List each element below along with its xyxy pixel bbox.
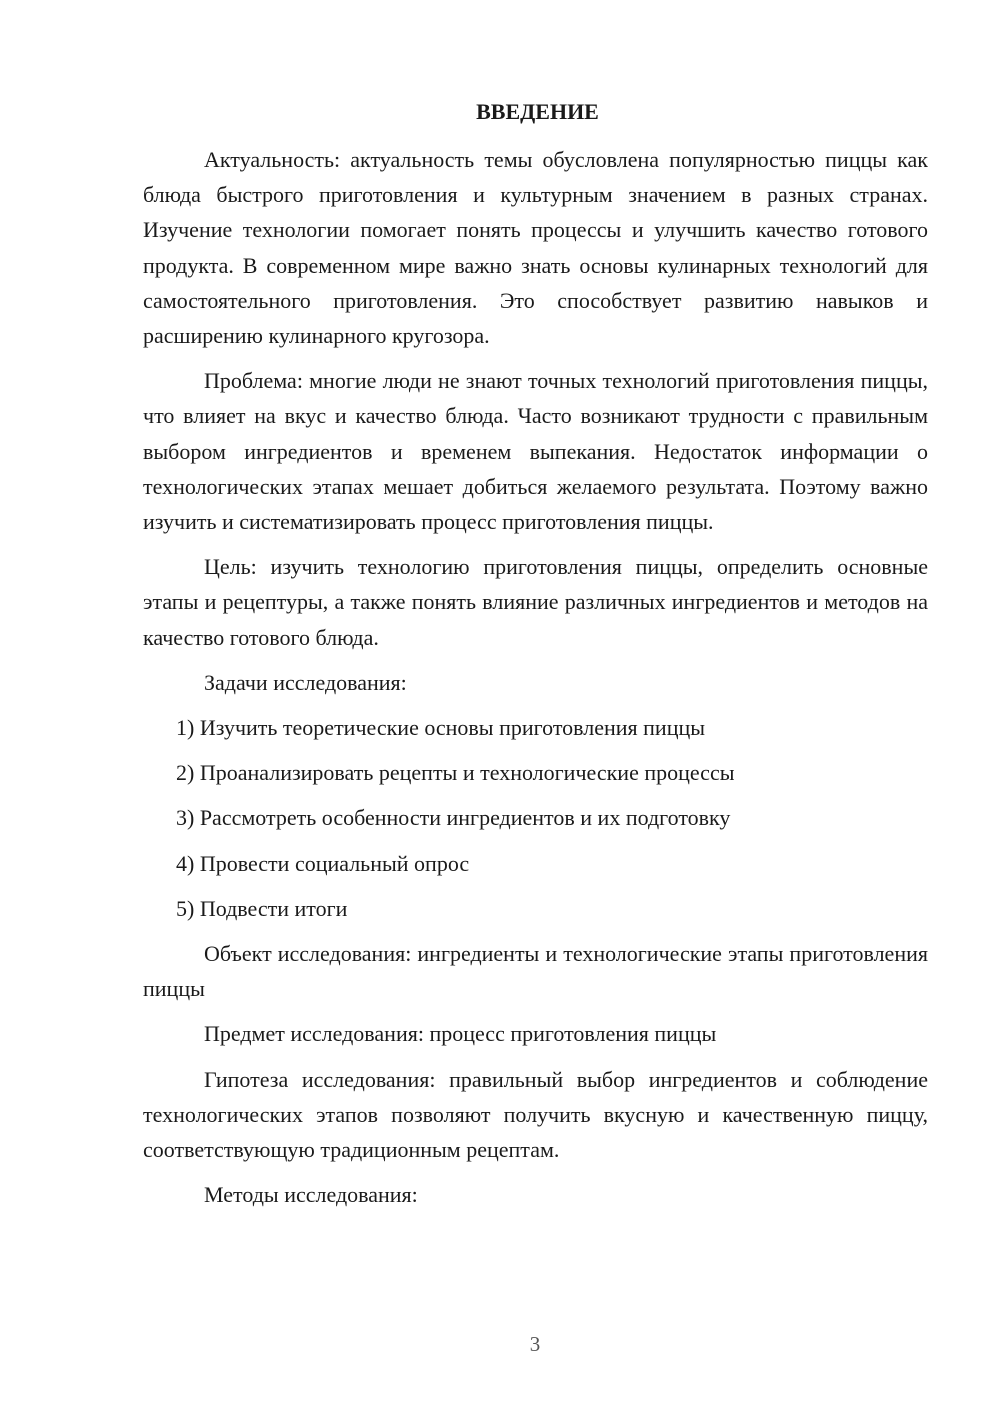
methods-heading: Методы исследования: (204, 1182, 418, 1208)
relevance-paragraph: Актуальность: актуальность темы обусловлена популярностью пиццы как блюда быстрого приготовления и культурным значением в разных странах. Изучение технологии помогает понять процессы и улучшить качество готового продукта. В современном мире важно знать основы кулинарных технологий для самостоятельного приготовления. Это способствует развитию навыков и расширению кулинарного кругозора. (143, 147, 928, 349)
problem-paragraph: Проблема: многие люди не знают точных технологий приготовления пиццы, что влияет на вкус и качество блюда. Часто возникают трудности с правильным выбором ингредиентов и временем выпекания. Недостаток информации о технологических этапах мешает добиться желаемого результата. Поэтому важно изучить и систематизировать процесс приготовления пиццы. (143, 368, 928, 535)
list-item: 1) Изучить теоретические основы приготовления пиццы (176, 715, 706, 741)
tasks-list (143, 710, 928, 926)
list-item: 5) Подвести итоги (176, 895, 348, 921)
list-item: 4) Провести социальный опрос (176, 850, 470, 876)
tasks-heading: Задачи исследования: (204, 669, 407, 695)
object-paragraph: Объект исследования: ингредиенты и технологические этапы приготовления пиццы (143, 941, 928, 1002)
goal-paragraph: Цель: изучить технологию приготовления пиццы, определить основные этапы и рецептуры, а также понять влияние различных ингредиентов и методов на качество готового блюда. (143, 554, 928, 650)
subject-paragraph: Предмет исследования: процесс приготовления пиццы (204, 1021, 717, 1047)
hypothesis-paragraph: Гипотеза исследования: правильный выбор ингредиентов и соблюдение технологических этапов позволяют получить вкусную и качественную пиццу, соответствующую традиционным рецептам. (143, 1066, 928, 1163)
page-number: 3 (529, 1332, 541, 1356)
page-content (143, 92, 928, 1222)
list-item: 3) Рассмотреть особенности ингредиентов и их подготовку (176, 805, 731, 831)
list-item: 2) Проанализировать рецепты и технологические процессы (176, 760, 735, 786)
page-title: ВВЕДЕНИЕ (476, 99, 599, 124)
